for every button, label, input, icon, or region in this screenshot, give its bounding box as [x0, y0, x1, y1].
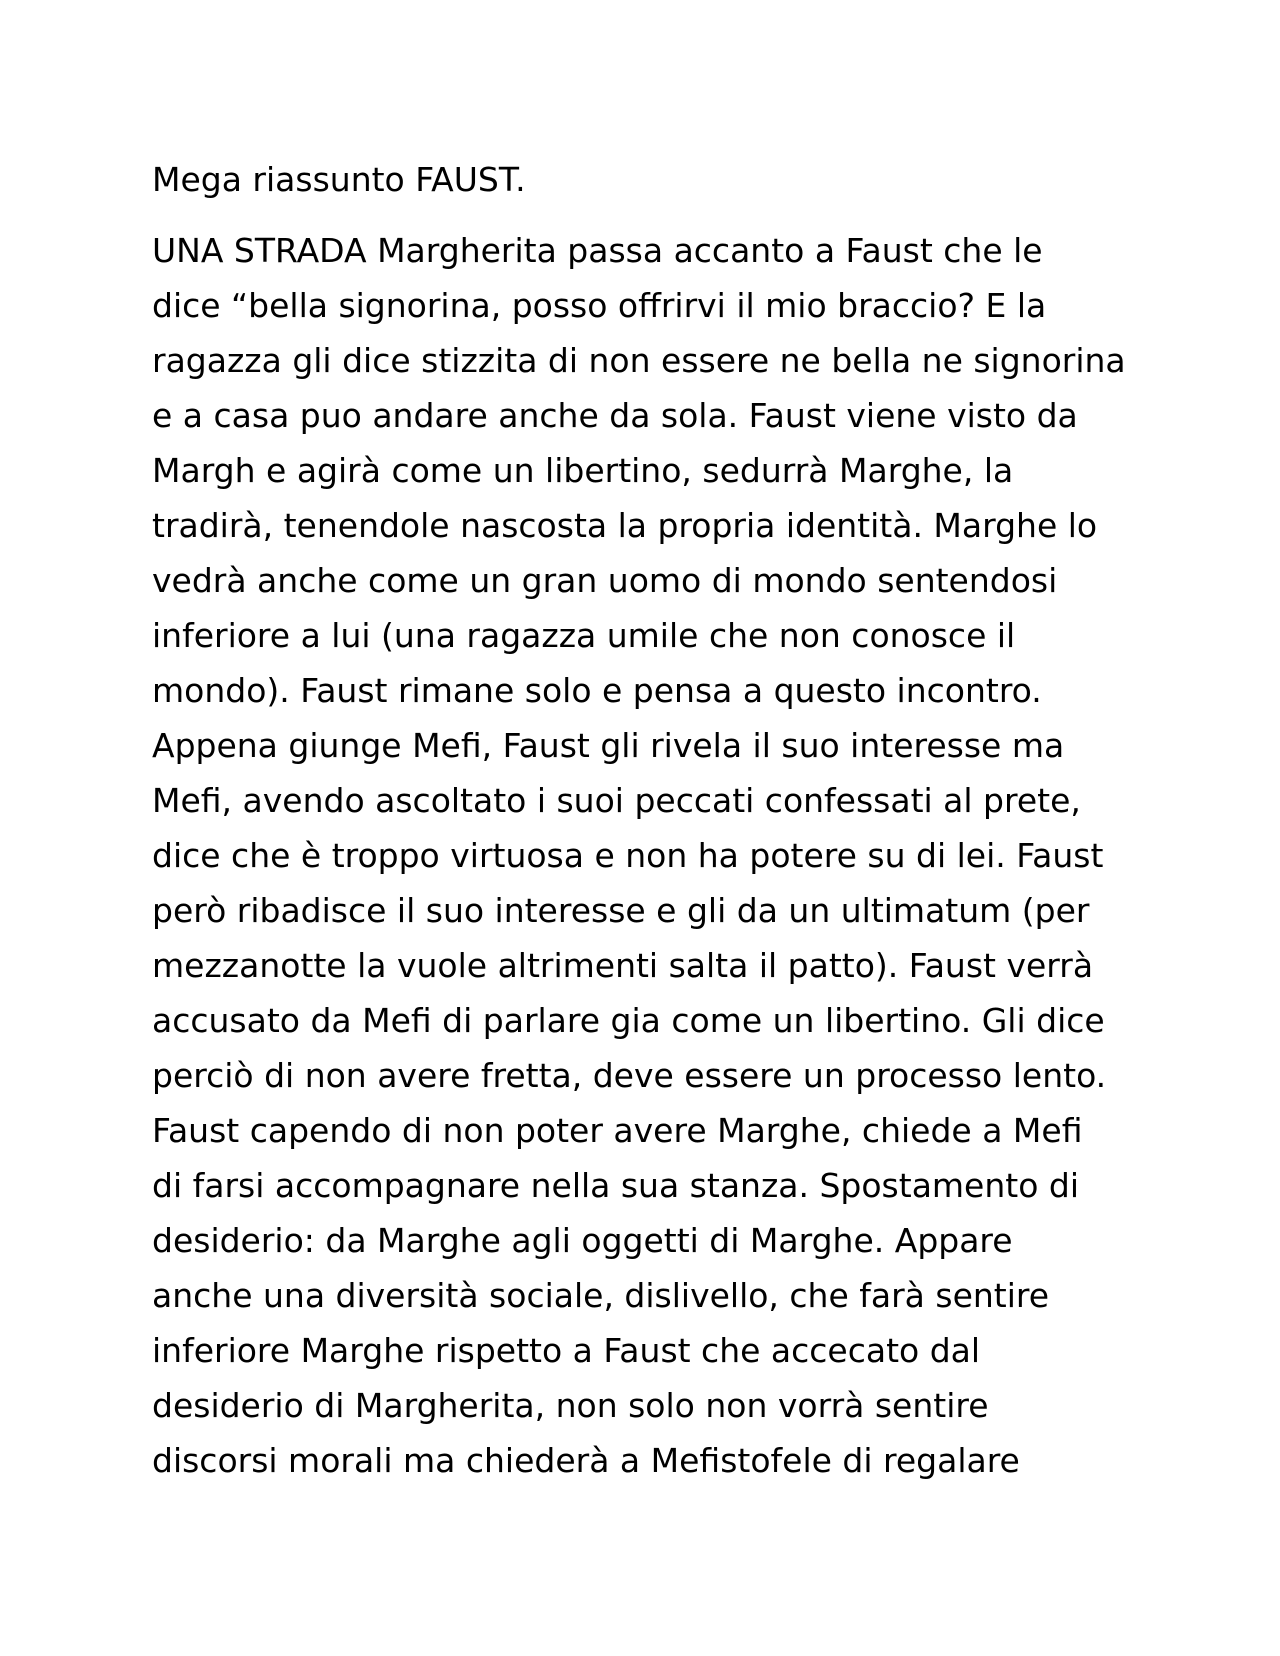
body-line: però ribadisce il suo interesse e gli da un ultimatum (per	[152, 891, 1090, 930]
document-title: Mega riassunto FAUST.	[152, 160, 526, 199]
body-line: dice “bella signorina, posso offrirvi il mio braccio? E la	[152, 286, 1047, 325]
body-line: inferiore Marghe rispetto a Faust che accecato dal	[152, 1331, 981, 1370]
body-line: inferiore a lui (una ragazza umile che non conosce il	[152, 616, 1016, 655]
body-line: ragazza gli dice stizzita di non essere ne bella ne signorina	[152, 341, 1126, 380]
body-line: Appena giunge Mefi, Faust gli rivela il suo interesse ma	[152, 726, 1065, 765]
body-line: desiderio: da Marghe agli oggetti di Marghe. Appare	[152, 1221, 1013, 1260]
body-line: anche una diversità sociale, dislivello, che farà sentire	[152, 1276, 1050, 1315]
body-line: dice che è troppo virtuosa e non ha potere su di lei. Faust	[152, 836, 1104, 875]
body-line: perciò di non avere fretta, deve essere un processo lento.	[152, 1056, 1107, 1095]
body-line: Mefi, avendo ascoltato i suoi peccati confessati al prete,	[152, 781, 1081, 820]
body-line: desiderio di Margherita, non solo non vorrà sentire	[152, 1386, 989, 1425]
body-line: tradirà, tenendole nascosta la propria identità. Marghe lo	[152, 506, 1098, 545]
body-line: Margh e agirà come un libertino, sedurrà Marghe, la	[152, 451, 1014, 490]
body-line: vedrà anche come un gran uomo di mondo sentendosi	[152, 561, 1058, 600]
body-line: di farsi accompagnare nella sua stanza. Spostamento di	[152, 1166, 1080, 1205]
body-line: Faust capendo di non poter avere Marghe, chiede a Mefi	[152, 1111, 1083, 1150]
document-body	[152, 223, 1142, 1488]
body-line: UNA STRADA Margherita passa accanto a Faust che le	[152, 231, 1043, 270]
body-line: e a casa puo andare anche da sola. Faust viene visto da	[152, 396, 1078, 435]
body-line: discorsi morali ma chiederà a Mefistofele di regalare	[152, 1441, 1020, 1480]
document-content	[152, 152, 1142, 1488]
body-line: accusato da Mefi di parlare gia come un libertino. Gli dice	[152, 1001, 1105, 1040]
body-line: mezzanotte la vuole altrimenti salta il patto). Faust verrà	[152, 946, 1094, 985]
body-line: mondo). Faust rimane solo e pensa a questo incontro.	[152, 671, 1042, 710]
